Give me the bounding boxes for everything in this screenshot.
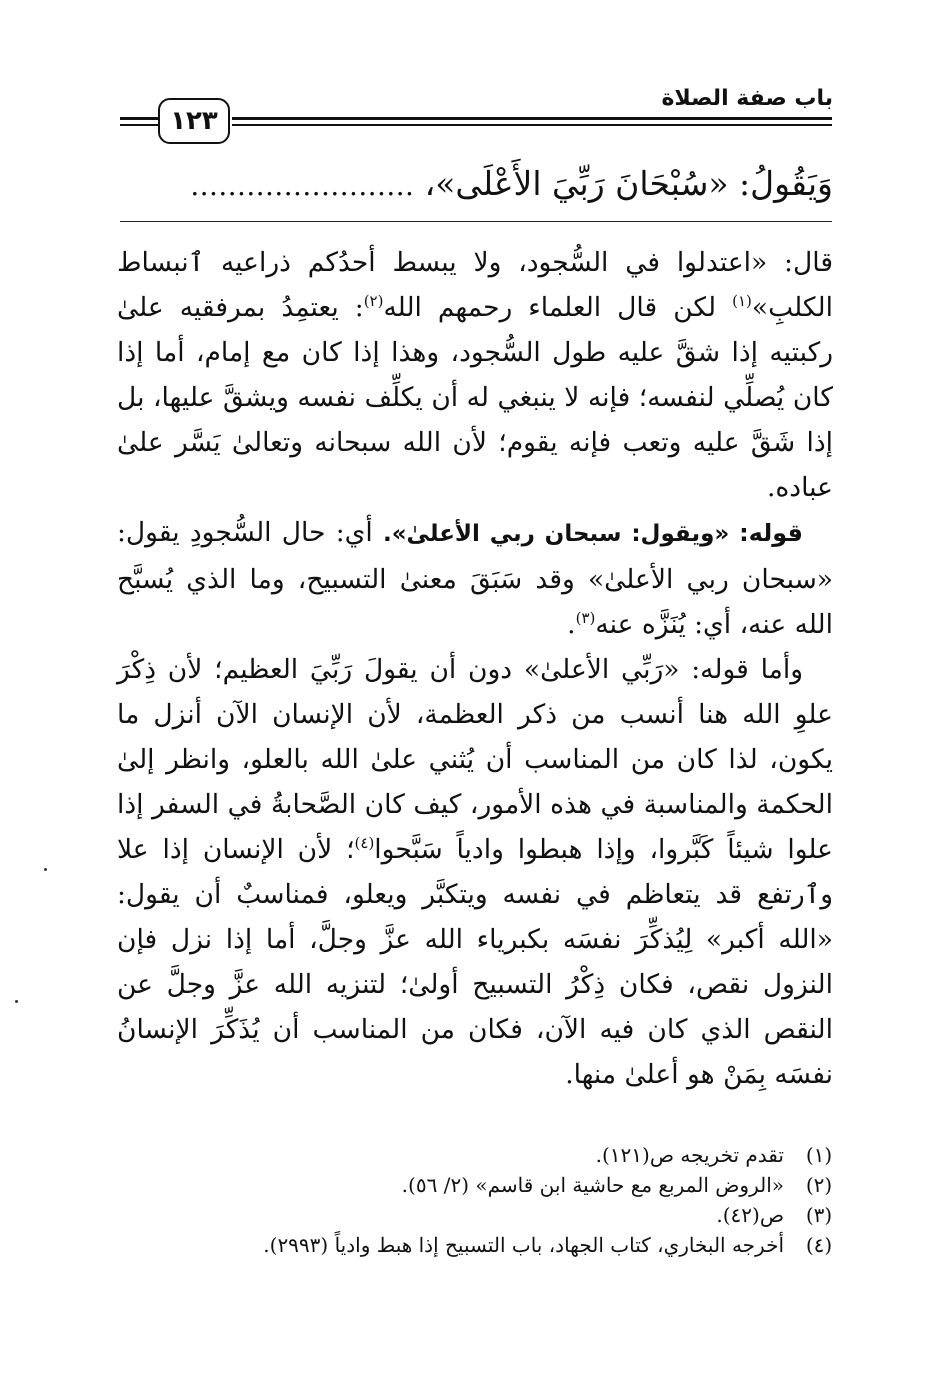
- scan-speck: [44, 868, 47, 871]
- paragraph-2-quote: «ويقول: سبحان ربي الأعلىٰ».: [382, 521, 740, 547]
- footnote-number: (١): [805, 1143, 833, 1167]
- commentary-body: [117, 240, 833, 1097]
- footnote-text: «الروض المربع مع حاشية ابن قاسم» (٢/ ٥٦).: [401, 1173, 784, 1197]
- footnote-3: [120, 1200, 836, 1230]
- paragraph-2: [117, 510, 833, 647]
- header-rule-right-bottom: [232, 124, 832, 126]
- footnotes: [120, 1140, 836, 1260]
- footnote-1: [120, 1140, 836, 1170]
- footnote-ref-3: (٣): [575, 609, 596, 628]
- footnote-number: (٤): [805, 1233, 833, 1257]
- footnote-ref-2: (٢): [363, 292, 384, 311]
- footnote-ref-1: (١): [732, 292, 752, 311]
- footnote-text: تقدم تخريجه ص(١٢١).: [595, 1143, 784, 1167]
- paragraph-3-part-b: ؛ لأن الإنسان إذا علا وٱرتفع قد يتعاظم في نفسه ويتكبَّر ويعلو، فمناسبٌ أن يقول: «الله أكبر» لِيُذكِّرَ نفسَه بكبرياء الله عزَّ وجلَّ، أما إذا نزل فإن النزول نقص، فكان ذِكْرُ التسبيح أولىٰ؛ لتنزيه الله عزَّ وجلَّ عن النقص الذي كان فيه الآن، فكان من المناسب أن يُذَكِّرَ الإنسانُ نفسَه بِمَنْ هو أعلىٰ منها.: [117, 834, 833, 1090]
- paragraph-1-part-c: : يعتمِدُ بمرفقيه علىٰ ركبتيه إذا شقَّ عليه طول السُّجود، وهذا إذا كان مع إمام، أما إذا كان يُصلِّي لنفسه؛ فإنه لا ينبغي له أن يكلِّف نفسه ويشقَّ عليها، بل إذا شَقَّ عليه وتعب فإنه يقوم؛ لأن الله سبحانه وتعالىٰ يَسَّر علىٰ عباده.: [117, 292, 833, 503]
- header-rule-left-bottom: [120, 124, 160, 126]
- paragraph-3: [117, 647, 833, 1097]
- footnote-2: [120, 1170, 836, 1200]
- paragraph-1-part-a: قال: «اعتدلوا في السُّجود، ولا يبسط أحدُكم ذراعيه ٱنبساط الكلبِ»: [117, 247, 833, 323]
- matn-line: [128, 156, 833, 212]
- header-rule-left-top: [120, 117, 160, 120]
- header-rule-right-top: [232, 117, 832, 120]
- matn-separator: [120, 221, 832, 222]
- footnote-4: [120, 1230, 836, 1260]
- running-header-title: باب صفة الصلاة: [661, 86, 833, 111]
- footnote-text: أخرجه البخاري، كتاب الجهاد، باب التسبيح إذا هبط وادياً (٢٩٩٣).: [263, 1233, 784, 1257]
- matn-text: وَيَقُولُ: «سُبْحَانَ رَبِّيَ الأَعْلَى»،: [424, 164, 833, 203]
- footnote-text: ص(٤٢).: [716, 1203, 784, 1227]
- footnote-number: (٢): [805, 1173, 833, 1197]
- scan-speck: [15, 1000, 18, 1003]
- footnote-ref-4: (٤): [354, 834, 375, 853]
- paragraph-2-part-b: .: [567, 609, 576, 640]
- footnote-number: (٣): [805, 1203, 833, 1227]
- page-number: ١٢٣: [158, 98, 230, 144]
- paragraph-3-part-a: وأما قوله: «رَبِّي الأعلىٰ» دون أن يقولَ رَبِّيَ العظيم؛ لأن ذِكْرَ علوِ الله هنا أنسب من ذكر العظمة، لأن الإنسان الآن أنزل ما يكون، لذا كان من المناسب أن يُثني علىٰ الله بالعلو، وانظر إلىٰ الحكمة والمناسبة في هذه الأمور، كيف كان الصَّحابةُ في السفر إذا علوا شيئاً كَبَّروا، وإذا هبطوا وادياً سَبَّحوا: [117, 654, 833, 865]
- paragraph-2-label: قوله:: [739, 519, 803, 547]
- paragraph-2-part-a: أي: حال السُّجودِ يقول: «سبحان ربي الأعلىٰ» وقد سَبَقَ معنىٰ التسبيح، وما الذي يُسبَّح الله عنه، أي: يُنَزَّه عنه: [117, 517, 833, 640]
- paragraph-1-part-b: لكن قال العلماء رحمهم الله: [383, 292, 733, 323]
- matn-dots: ……………………: [190, 169, 415, 202]
- paragraph-1: [117, 240, 833, 510]
